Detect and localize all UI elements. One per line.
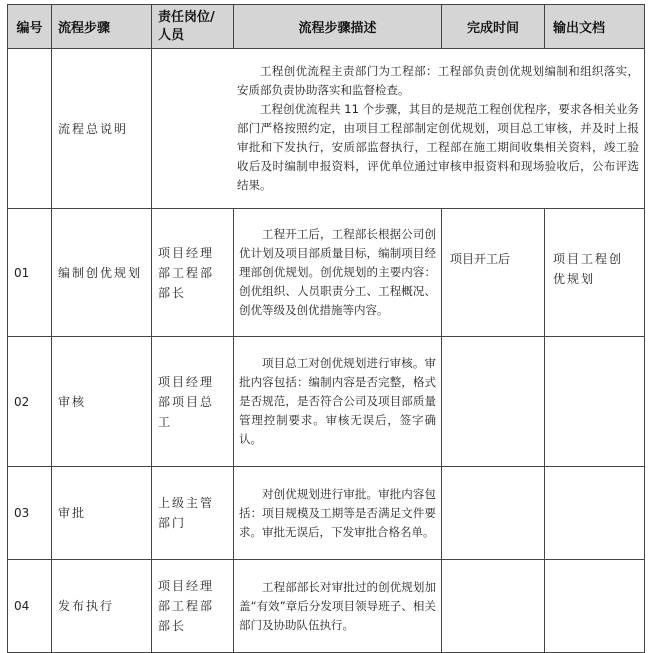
row-desc [152, 49, 645, 209]
table-row [8, 560, 645, 653]
row-id [8, 49, 52, 209]
table-row [8, 209, 645, 337]
desc-paragraph: 对创优规划进行审批。审批内容包括：项目规模及工期等是否满足文件要求。审批无误后，下发审批合格名单。 [239, 486, 436, 539]
header-role [152, 5, 234, 49]
row-role: 上级主管部门 [152, 467, 234, 560]
row-id: 04 [8, 560, 52, 653]
row-time [442, 560, 545, 653]
row-desc [234, 467, 442, 560]
table-row [8, 49, 645, 209]
header-output: 输出文档 [545, 5, 645, 49]
row-output [545, 560, 645, 653]
process-table [7, 4, 645, 653]
desc-paragraph: 工程部部长对审批过的创优规划加盖“有效”章后分发项目领导班子、相关部门及协助队伍执行。 [239, 579, 436, 632]
row-output [545, 337, 645, 467]
row-id: 01 [8, 209, 52, 337]
row-step: 审批 [52, 467, 152, 560]
header-time: 完成时间 [442, 5, 545, 49]
row-step: 编制创优规划 [52, 209, 152, 337]
header-role-line1: 责任岗位/ [158, 9, 215, 25]
row-step: 流程总说明 [52, 49, 152, 209]
row-step: 发布执行 [52, 560, 152, 653]
header-id: 编号 [8, 5, 52, 49]
desc-paragraph: 工程创优流程共 11 个步骤，其目的是规范工程创优程序，要求各相关业务部门严格按照约定，由项目工程部制定创优规划，项目总工审核，并及时上报审批和下发执行，安质部监督执行，工程部在施工期间收集相关资料，竣工验收后及时编制申报资料，评优单位通过审核申报资料和现场验收后，公布评选结果。 [237, 102, 639, 192]
row-desc [234, 560, 442, 653]
row-id: 02 [8, 337, 52, 467]
header-step: 流程步骤 [52, 5, 152, 49]
row-output: 项目工程创优规划 [545, 209, 645, 337]
desc-paragraph: 工程开工后，工程部长根据公司创优计划及项目部质量目标，编制项目经理部创优规划。创优规划的主要内容：创优组织、人员职责分工、工程概况、创优等级及创优措施等内容。 [239, 227, 436, 317]
header-desc: 流程步骤描述 [234, 5, 442, 49]
table-row [8, 337, 645, 467]
row-time: 项目开工后 [442, 209, 545, 337]
row-role: 项目经理部工程部部长 [152, 209, 234, 337]
row-desc [234, 209, 442, 337]
header-role-line2: 人员 [158, 27, 185, 43]
row-output [545, 467, 645, 560]
desc-paragraph: 工程创优流程主责部门为工程部：工程部负责创优规划编制和组织落实，安质部负责协助落实和监督检查。 [237, 64, 639, 97]
table-row [8, 467, 645, 560]
desc-paragraph: 项目总工对创优规划进行审核。审批内容包括：编制内容是否完整，格式是否规范，是否符合公司及项目部质量管理控制要求。审核无误后，签字确认。 [239, 356, 436, 446]
row-role: 项目经理部项目总工 [152, 337, 234, 467]
row-time [442, 467, 545, 560]
row-id: 03 [8, 467, 52, 560]
row-role: 项目经理部工程部部长 [152, 560, 234, 653]
row-time [442, 337, 545, 467]
row-desc [234, 337, 442, 467]
header-row [8, 5, 645, 49]
row-step: 审核 [52, 337, 152, 467]
